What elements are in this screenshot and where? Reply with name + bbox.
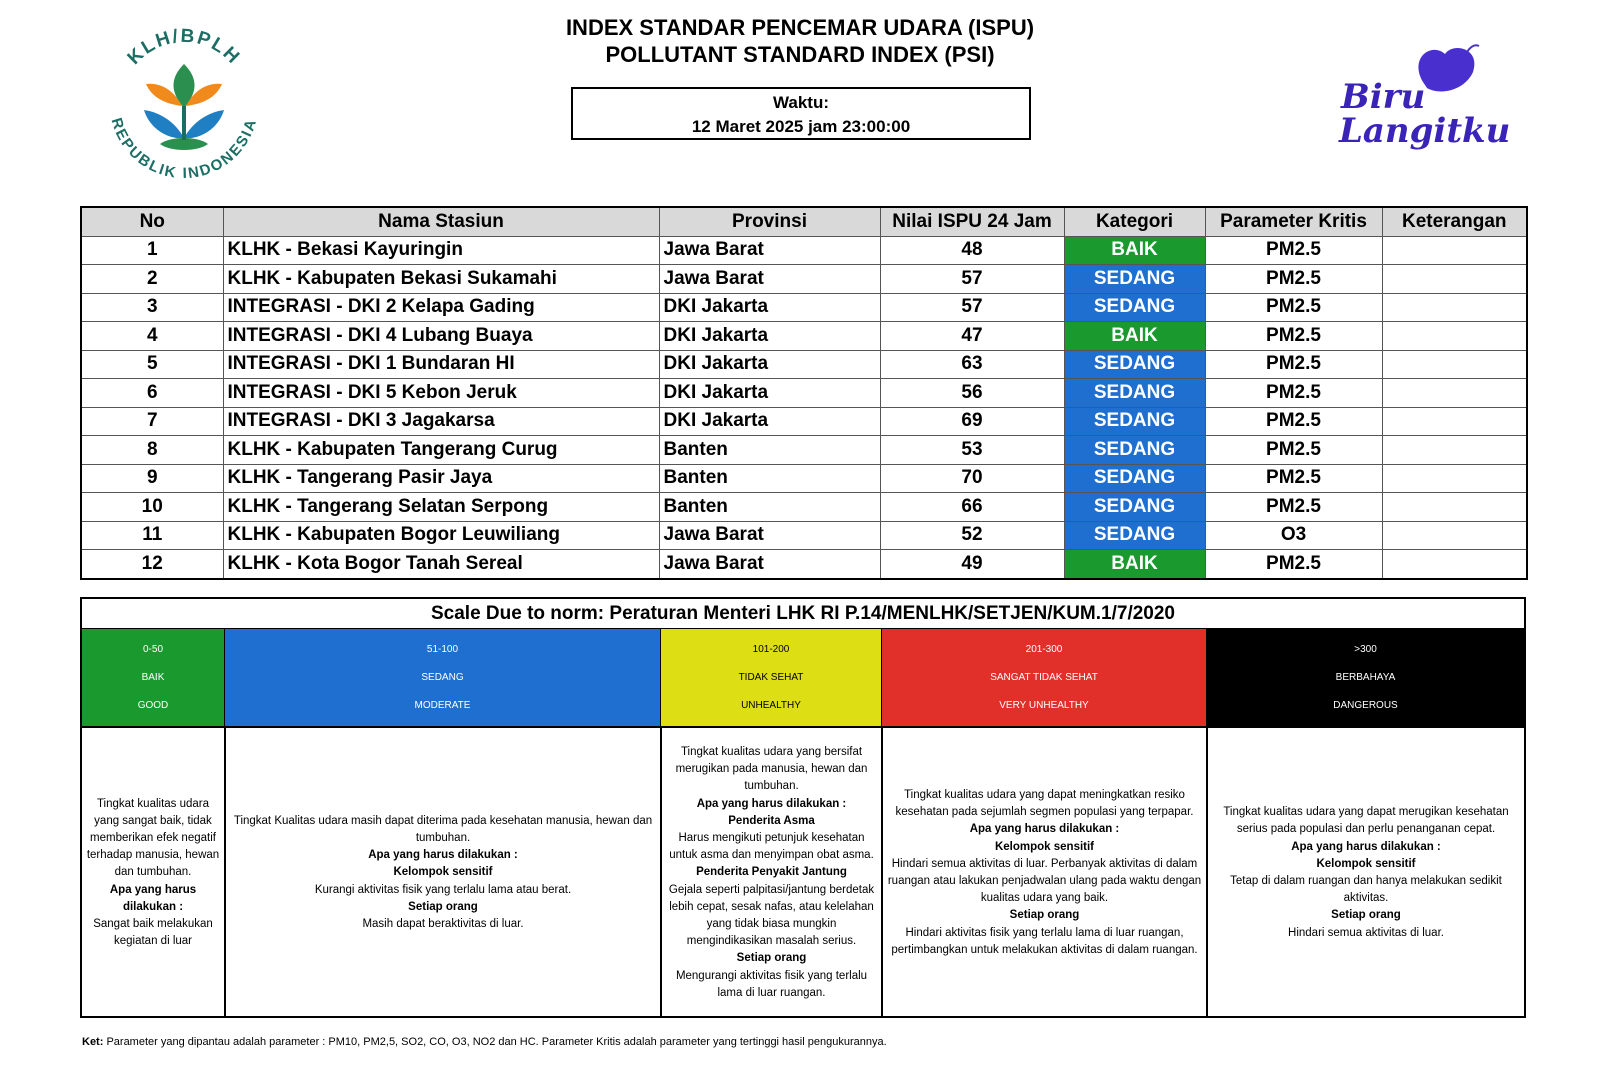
logo-text-top: KLH/BPLH <box>123 25 245 69</box>
desc-tidak-sehat <box>660 728 881 1018</box>
cell-nama-stasiun: KLHK - Kabupaten Tangerang Curug <box>223 436 659 465</box>
cell-kategori: SEDANG <box>1064 350 1205 379</box>
table-row <box>81 265 1527 294</box>
desc-group1-label: Kelompok sensitif <box>1316 857 1416 870</box>
desc-action-label: Apa yang harus dilakukan : <box>1291 840 1441 853</box>
page-title <box>420 14 1180 68</box>
header-provinsi: Provinsi <box>659 207 880 236</box>
desc-group1: Kurangi aktivitas fisik yang terlalu lama atau berat. <box>314 883 572 896</box>
header-nilai-ispu: Nilai ISPU 24 Jam <box>880 207 1064 236</box>
cell-nilai-ispu: 57 <box>880 265 1064 294</box>
cell-keterangan <box>1382 521 1527 550</box>
cell-nilai-ispu: 66 <box>880 493 1064 522</box>
cell-kategori: SEDANG <box>1064 265 1205 294</box>
band-range: 101-200 <box>752 643 790 655</box>
scale-descriptions <box>82 728 1524 1018</box>
cell-kategori: SEDANG <box>1064 436 1205 465</box>
cell-provinsi: DKI Jakarta <box>659 322 880 351</box>
cell-kategori: SEDANG <box>1064 464 1205 493</box>
band-category: BERBAHAYA <box>1335 671 1396 683</box>
cell-nilai-ispu: 56 <box>880 379 1064 408</box>
cell-keterangan <box>1382 236 1527 265</box>
cell-kategori: BAIK <box>1064 550 1205 579</box>
band-range: 0-50 <box>142 643 163 655</box>
header-nama-stasiun: Nama Stasiun <box>223 207 659 236</box>
scale-bands <box>82 629 1524 728</box>
band-category: SEDANG <box>421 671 464 683</box>
cell-parameter-kritis: O3 <box>1205 521 1382 550</box>
cell-nilai-ispu: 53 <box>880 436 1064 465</box>
cell-parameter-kritis: PM2.5 <box>1205 350 1382 379</box>
cell-provinsi: Banten <box>659 493 880 522</box>
cell-nama-stasiun: INTEGRASI - DKI 2 Kelapa Gading <box>223 293 659 322</box>
cell-nilai-ispu: 57 <box>880 293 1064 322</box>
desc-intro: Tingkat kualitas udara yang sangat baik, tidak memberikan efek negatif terhadap manusia, hewan dan tumbuhan. <box>86 797 220 879</box>
band-tidak-sehat <box>660 629 881 726</box>
desc-action-label: Apa yang harus dilakukan : <box>109 883 197 913</box>
band-range: 201-300 <box>1025 643 1063 655</box>
desc-group2: Hindari aktivitas fisik yang terlalu lama di luar ruangan, pertimbangkan untuk melakukan aktivitas di dalam ruangan. <box>891 926 1198 956</box>
table-row <box>81 350 1527 379</box>
cell-parameter-kritis: PM2.5 <box>1205 550 1382 579</box>
cell-kategori: SEDANG <box>1064 293 1205 322</box>
station-table <box>80 206 1528 580</box>
band-english: GOOD <box>137 700 169 712</box>
footnote-text: Parameter yang dipantau adalah parameter : PM10, PM2,5, SO2, CO, O3, NO2 dan HC. Parameter Kritis adalah parameter yang tertinggi hasil pengukurannya. <box>103 1036 887 1048</box>
cell-kategori: SEDANG <box>1064 379 1205 408</box>
header-kategori: Kategori <box>1064 207 1205 236</box>
desc-intro: Tingkat Kualitas udara masih dapat diterima pada kesehatan manusia, hewan dan tumbuhan. <box>233 814 653 844</box>
band-berbahaya <box>1206 629 1524 726</box>
table-row <box>81 521 1527 550</box>
butterfly-icon <box>1335 38 1511 163</box>
title-line-2: POLLUTANT STANDARD INDEX (PSI) <box>605 42 995 67</box>
cell-provinsi: DKI Jakarta <box>659 350 880 379</box>
cell-no: 12 <box>81 550 223 579</box>
logo-langitku: Langitku <box>1339 111 1511 151</box>
table-row <box>81 550 1527 579</box>
cell-keterangan <box>1382 493 1527 522</box>
cell-keterangan <box>1382 379 1527 408</box>
time-box <box>571 87 1031 140</box>
cell-parameter-kritis: PM2.5 <box>1205 379 1382 408</box>
desc-group2-label: Setiap orang <box>408 900 478 913</box>
time-value: 12 Maret 2025 jam 23:00:00 <box>691 117 911 136</box>
scale-title: Scale Due to norm: Peraturan Menteri LHK RI P.14/MENLHK/SETJEN/KUM.1/7/2020 <box>82 599 1524 629</box>
desc-group2: Masih dapat beraktivitas di luar. <box>362 918 524 930</box>
band-sedang <box>224 629 660 726</box>
desc-intro: Tingkat kualitas udara yang dapat meningkatkan resiko kesehatan pada sejumlah segmen populasi yang terpapar. <box>895 788 1194 819</box>
cell-provinsi: DKI Jakarta <box>659 293 880 322</box>
cell-nilai-ispu: 52 <box>880 521 1064 550</box>
desc-group1: Harus mengikuti petunjuk kesehatan untuk asma dan menyimpan obat asma. <box>669 831 874 862</box>
cell-parameter-kritis: PM2.5 <box>1205 464 1382 493</box>
desc-sangat-tidak-sehat <box>881 728 1206 1018</box>
cell-keterangan <box>1382 436 1527 465</box>
desc-sedang <box>224 728 660 1018</box>
cell-parameter-kritis: PM2.5 <box>1205 436 1382 465</box>
table-body <box>81 236 1527 579</box>
band-category: TIDAK SEHAT <box>738 671 804 683</box>
footnote-label: Ket: <box>82 1036 104 1048</box>
desc-group2: Gejala seperti palpitasi/jantung berdetak lebih cepat, sesak nafas, atau kelelahan yang tidak biasa mungkin mengindikasikan masalah serius. <box>668 883 875 948</box>
cell-nama-stasiun: KLHK - Kota Bogor Tanah Sereal <box>223 550 659 579</box>
cell-no: 3 <box>81 293 223 322</box>
cell-nilai-ispu: 47 <box>880 322 1064 351</box>
desc-action-label: Apa yang harus dilakukan : <box>368 849 518 862</box>
cell-parameter-kritis: PM2.5 <box>1205 407 1382 436</box>
cell-kategori: SEDANG <box>1064 407 1205 436</box>
desc-baik <box>82 728 224 1018</box>
cell-nama-stasiun: KLHK - Kabupaten Bogor Leuwiliang <box>223 521 659 550</box>
desc-group2-label: Setiap orang <box>1009 909 1080 922</box>
svg-text:KLH/BPLH <box>124 26 245 69</box>
klh-logo-icon <box>100 20 268 188</box>
band-range: >300 <box>1354 643 1377 655</box>
band-category: SANGAT TIDAK SEHAT <box>990 671 1098 683</box>
logo-text-bottom: REPUBLIK INDONESIA <box>107 115 261 183</box>
cell-parameter-kritis: PM2.5 <box>1205 322 1382 351</box>
cell-nama-stasiun: INTEGRASI - DKI 4 Lubang Buaya <box>223 322 659 351</box>
cell-no: 11 <box>81 521 223 550</box>
cell-keterangan <box>1382 464 1527 493</box>
cell-no: 4 <box>81 322 223 351</box>
cell-provinsi: Jawa Barat <box>659 550 880 579</box>
band-english: VERY UNHEALTHY <box>999 700 1089 712</box>
desc-group2-label: Setiap orang <box>1331 909 1401 922</box>
cell-parameter-kritis: PM2.5 <box>1205 293 1382 322</box>
desc-group2-label: Penderita Penyakit Jantung <box>696 866 847 879</box>
header-no: No <box>81 207 223 236</box>
cell-keterangan <box>1382 322 1527 351</box>
band-sangat-tidak-sehat <box>881 629 1206 726</box>
title-line-1: INDEX STANDAR PENCEMAR UDARA (ISPU) <box>565 15 1035 40</box>
cell-no: 10 <box>81 493 223 522</box>
header-parameter-kritis: Parameter Kritis <box>1205 207 1382 236</box>
desc-action: Sangat baik melakukan kegiatan di luar <box>93 918 213 948</box>
cell-provinsi: DKI Jakarta <box>659 407 880 436</box>
cell-no: 5 <box>81 350 223 379</box>
cell-parameter-kritis: PM2.5 <box>1205 265 1382 294</box>
cell-provinsi: Jawa Barat <box>659 521 880 550</box>
cell-provinsi: Jawa Barat <box>659 265 880 294</box>
cell-nama-stasiun: KLHK - Kabupaten Bekasi Sukamahi <box>223 265 659 294</box>
cell-keterangan <box>1382 550 1527 579</box>
desc-group1-label: Kelompok sensitif <box>994 840 1095 853</box>
cell-parameter-kritis: PM2.5 <box>1205 493 1382 522</box>
desc-berbahaya <box>1206 728 1524 1018</box>
cell-parameter-kritis: PM2.5 <box>1205 236 1382 265</box>
cell-nilai-ispu: 70 <box>880 464 1064 493</box>
band-english: DANGEROUS <box>1333 700 1398 712</box>
cell-provinsi: Banten <box>659 464 880 493</box>
table-header-row <box>81 207 1527 236</box>
cell-kategori: BAIK <box>1064 236 1205 265</box>
cell-nilai-ispu: 69 <box>880 407 1064 436</box>
table-row <box>81 293 1527 322</box>
cell-no: 7 <box>81 407 223 436</box>
cell-no: 1 <box>81 236 223 265</box>
time-label: Waktu: <box>772 93 830 112</box>
cell-keterangan <box>1382 350 1527 379</box>
cell-keterangan <box>1382 407 1527 436</box>
cell-nilai-ispu: 49 <box>880 550 1064 579</box>
cell-kategori: BAIK <box>1064 322 1205 351</box>
desc-group1-label: Penderita Asma <box>728 814 815 827</box>
cell-keterangan <box>1382 293 1527 322</box>
desc-group1-label: Kelompok sensitif <box>393 866 493 879</box>
table-row <box>81 464 1527 493</box>
cell-provinsi: DKI Jakarta <box>659 379 880 408</box>
footnote <box>82 1036 887 1048</box>
cell-no: 9 <box>81 464 223 493</box>
band-category: BAIK <box>141 671 165 683</box>
cell-no: 6 <box>81 379 223 408</box>
cell-kategori: SEDANG <box>1064 521 1205 550</box>
cell-nama-stasiun: INTEGRASI - DKI 1 Bundaran HI <box>223 350 659 379</box>
cell-keterangan <box>1382 265 1527 294</box>
desc-group1: Tetap di dalam ruangan dan hanya melakukan sedikit aktivitas. <box>1230 875 1502 905</box>
cell-nama-stasiun: INTEGRASI - DKI 5 Kebon Jeruk <box>223 379 659 408</box>
cell-nama-stasiun: KLHK - Bekasi Kayuringin <box>223 236 659 265</box>
cell-nama-stasiun: KLHK - Tangerang Selatan Serpong <box>223 493 659 522</box>
desc-group3-label: Setiap orang <box>736 952 807 965</box>
band-baik <box>82 629 224 726</box>
table-row <box>81 436 1527 465</box>
cell-nilai-ispu: 63 <box>880 350 1064 379</box>
klh-bplh-logo <box>100 20 268 188</box>
cell-no: 8 <box>81 436 223 465</box>
band-english: MODERATE <box>414 700 471 712</box>
table-row <box>81 493 1527 522</box>
biru-langitku-logo <box>1335 38 1511 163</box>
cell-nama-stasiun: INTEGRASI - DKI 3 Jagakarsa <box>223 407 659 436</box>
table-row <box>81 379 1527 408</box>
band-range: 51-100 <box>426 643 459 655</box>
cell-provinsi: Jawa Barat <box>659 236 880 265</box>
cell-no: 2 <box>81 265 223 294</box>
desc-action-label: Apa yang harus dilakukan : <box>969 823 1120 836</box>
desc-intro: Tingkat kualitas udara yang dapat merugikan kesehatan serius pada populasi dan perlu penanganan cepat. <box>1223 806 1509 836</box>
table-row <box>81 407 1527 436</box>
cell-nama-stasiun: KLHK - Tangerang Pasir Jaya <box>223 464 659 493</box>
cell-nilai-ispu: 48 <box>880 236 1064 265</box>
band-english: UNHEALTHY <box>741 700 801 712</box>
cell-provinsi: Banten <box>659 436 880 465</box>
cell-kategori: SEDANG <box>1064 493 1205 522</box>
desc-action-label: Apa yang harus dilakukan : <box>696 797 847 810</box>
desc-intro: Tingkat kualitas udara yang bersifat merugikan pada manusia, hewan dan tumbuhan. <box>675 745 868 793</box>
header-keterangan: Keterangan <box>1382 207 1527 236</box>
ispu-scale <box>80 597 1526 1018</box>
desc-group3: Mengurangi aktivitas fisik yang terlalu lama di luar ruangan. <box>675 969 868 999</box>
logo-biru: Biru <box>1341 77 1426 117</box>
table-row <box>81 236 1527 265</box>
desc-group1: Hindari semua aktivitas di luar. Perbanyak aktivitas di dalam ruangan atau lakukan penjadwalan ulang pada waktu dengan kualitas udara yang baik. <box>887 857 1202 905</box>
table-row <box>81 322 1527 351</box>
desc-group2: Hindari semua aktivitas di luar. <box>1288 926 1444 939</box>
